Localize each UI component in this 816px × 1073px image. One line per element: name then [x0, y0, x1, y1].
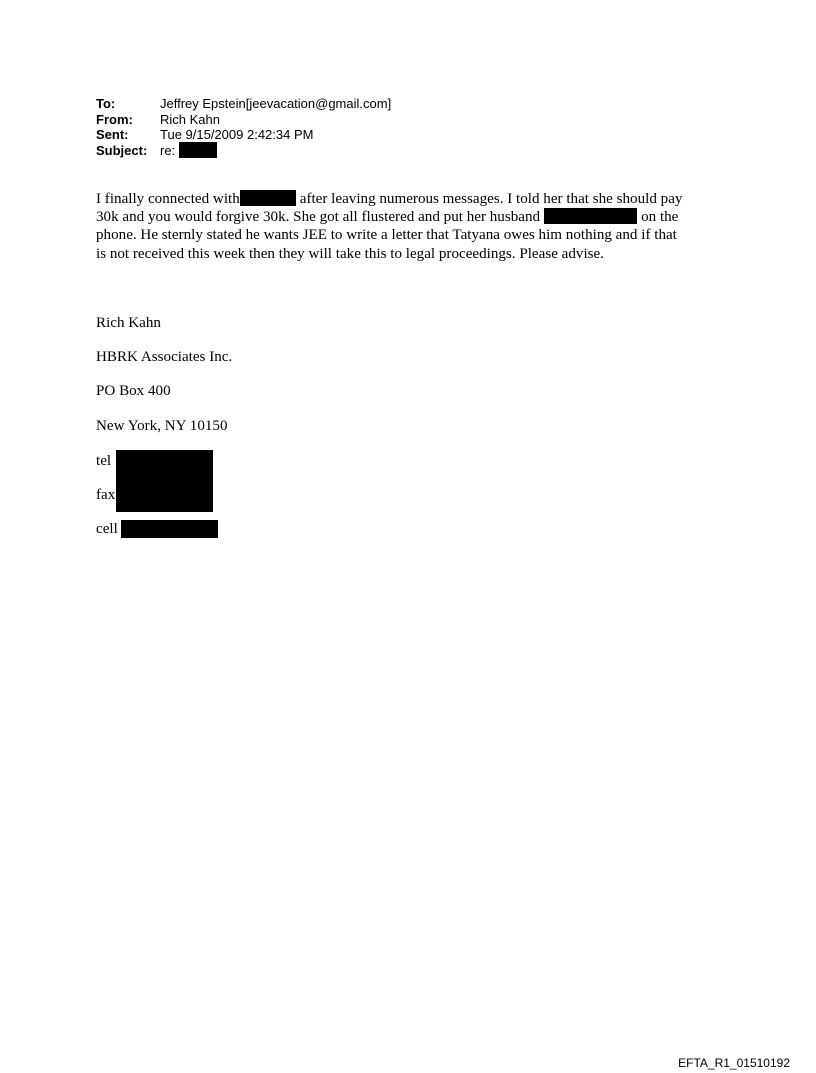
document-id: EFTA_R1_01510192 — [678, 1056, 790, 1070]
signature-tel-label: tel — [96, 453, 112, 469]
sent-row — [96, 127, 391, 143]
body-line-2-start: 30k and you would forgive 30k. She got all flustered and put her husband — [96, 209, 541, 226]
body-line-3: phone. He sternly stated he wants JEE to write a letter that Tatyana owes him nothing and if that — [96, 227, 677, 244]
name-redaction — [240, 190, 296, 206]
husband-name-redaction — [544, 208, 637, 224]
subject-label: Subject: — [96, 142, 148, 158]
from-label: From: — [96, 111, 133, 127]
body-line-1-start: I finally connected with — [96, 191, 240, 207]
tel-fax-redaction — [116, 450, 213, 512]
sent-value: Tue 9/15/2009 2:42:34 PM — [160, 127, 314, 142]
sent-label: Sent: — [96, 127, 129, 142]
subject-prefix: re: — [160, 142, 176, 158]
signature-fax-label: fax — [96, 487, 116, 503]
subject-value — [160, 143, 217, 160]
signature-cell-label: cell — [96, 521, 118, 537]
signature-po-box: PO Box 400 — [96, 383, 171, 399]
to-value: Jeffrey Epstein[jeevacation@gmail.com] — [160, 96, 392, 111]
body-line-1-end: after leaving numerous messages. I told her that she should pay — [299, 191, 683, 207]
subject-row — [96, 143, 391, 160]
to-row — [96, 96, 391, 112]
body-line-2 — [96, 208, 726, 226]
subject-redaction — [179, 142, 217, 158]
body-line-2-end: on the — [641, 209, 679, 226]
to-label: To: — [96, 96, 116, 111]
signature-company: HBRK Associates Inc. — [96, 349, 233, 365]
body-line-1 — [96, 190, 726, 208]
signature-name: Rich Kahn — [96, 315, 161, 331]
email-body — [96, 190, 726, 263]
signature-city: New York, NY 10150 — [96, 418, 228, 434]
email-header — [96, 96, 391, 159]
from-row — [96, 112, 391, 128]
cell-redaction — [121, 520, 218, 538]
from-value: Rich Kahn — [160, 111, 220, 127]
body-line-4: is not received this week then they will take this to legal proceedings. Please advise. — [96, 245, 605, 262]
